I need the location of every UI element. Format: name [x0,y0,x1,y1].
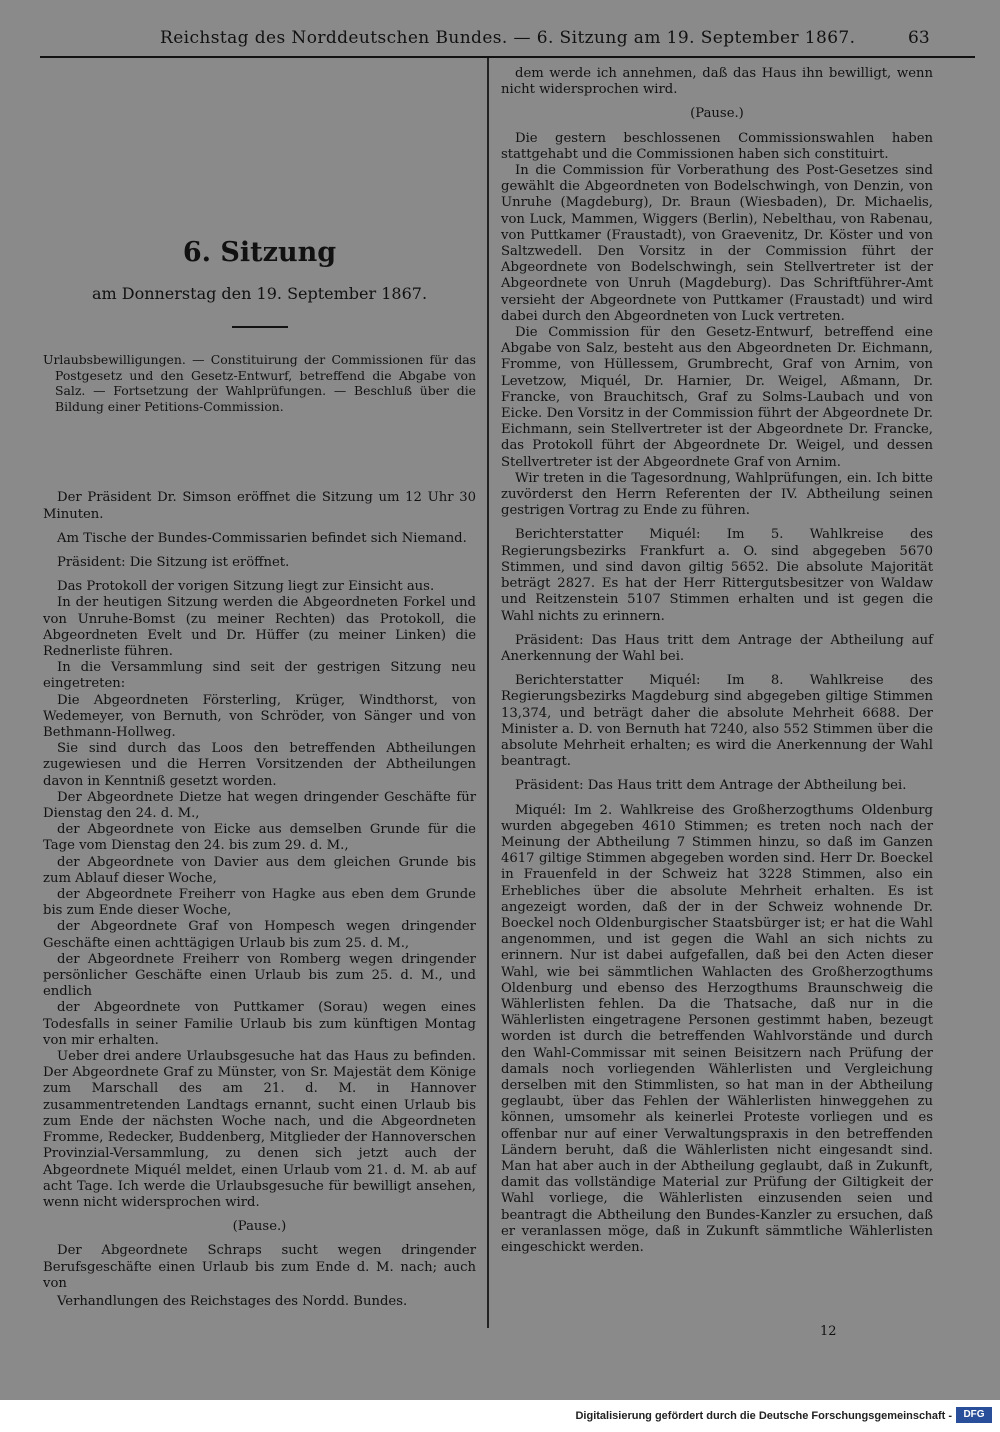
paragraph: Präsident: Das Haus tritt dem Antrage der Abtheilung bei. [515,778,907,794]
paragraph: Berichterstatter Miquél: Im 8. Wahlkreise des Regierungsbezirks Magdeburg sind abgegeben giltige Stimmen 13,374, und beträgt daher die absolute Mehrheit 6688. Der Minister a. D. von Bernuth hat 7240, also 552 Stimmen über die absolute Mehrheit erhalten; es wird die Anerkennung der Wahl beantragt. [501,673,933,770]
paragraph: Der Abgeordnete Schraps sucht wegen dringender Berufsgeschäfte einen Urlaub bis zum Ende d. M. nach; auch von [43,1243,476,1291]
paragraph: der Abgeordnete Freiherr von Hagke aus eben dem Grunde bis zum Ende dieser Woche, [43,887,476,919]
header-rule [40,56,975,58]
pause-note: (Pause.) [690,106,744,122]
paragraph: Sie sind durch das Loos den betreffenden Abtheilungen zugewiesen und die Herren Vorsitzenden der Abtheilungen davon in Kenntniß gesetzt worden. [43,741,476,789]
paragraph: der Abgeordnete von Puttkamer (Sorau) wegen eines Todesfalls in seiner Familie Urlaub bis zum künftigen Montag von mir erhalten. [43,1000,476,1048]
paragraph: Die Commission für den Gesetz-Entwurf, betreffend eine Abgabe von Salz, besteht aus den Abgeordneten Dr. Eichmann, Fromme, von Hüllessem, Grumbrecht, Graf von Arnim, von Levetzow, Miquél, Dr. Harnier, Dr. Weigel, Aßmann, Dr. Francke, von Brauchitsch, Graf zu Solms-Laubach und von Eicke. Den Vorsitz in der Commission führt der Abgeordnete Dr. Eichmann, sein Stellvertreter ist der Abgeordnete Dr. Francke, das Protokoll führt der Abgeordnete Dr. Weigel, und dessen Stellvertreter ist der Abgeordnete Graf von Arnim. [501,325,933,470]
session-title: 6. Sitzung [182,237,337,268]
left-column [43,66,476,1310]
paragraph: der Abgeordnete von Eicke aus demselben Grunde für die Tage vom Dienstag den 24. bis zum 29. d. M., [43,822,476,854]
paragraph: In die Versammlung sind seit der gestrigen Sitzung neu eingetreten: [43,660,476,692]
page-number: 63 [908,28,930,48]
paragraph: Die Abgeordneten Försterling, Krüger, Windthorst, von Wedemeyer, von Bernuth, von Schröder, von Sänger und von Bethmann-Hollweg. [43,692,476,741]
running-title: Reichstag des Norddeutschen Bundes. — 6. Sitzung am 19. September 1867. [160,28,856,48]
paragraph: Präsident: Das Haus tritt dem Antrage der Abtheilung auf Anerkennung der Wahl bei. [501,632,933,664]
left-footer-line: Verhandlungen des Reichstages des Nordd. Bundes. [57,1293,408,1309]
paragraph: Am Tische der Bundes-Commissarien befindet sich Niemand. [57,530,467,546]
paragraph: der Abgeordnete von Davier aus dem gleichen Grunde bis zum Ablauf dieser Woche, [43,854,476,886]
paragraph: Ueber drei andere Urlaubsgesuche hat das Haus zu befinden. Der Abgeordnete Graf zu Münster, von Sr. Majestät dem Könige zum Marschall des am 21. d. M. in Hannover zusammentretenden Landtags ernannt, sucht einen Urlaub bis zum Ende der nächsten Woche nach, und die Abgeordneten Fromme, Redecker, Buddenberg, Mitglieder der Hannoverschen Provinzial-Versammlung, zu denen sich jetzt auch der Abgeordnete Miquél meldet, einen Urlaub vom 21. d. M. ab auf acht Tage. Ich werde die Urlaubsgesuche für bewilligt ansehen, wenn nicht widersprochen wird. [43,1049,476,1210]
footer-bar [0,1400,1000,1432]
right-column [501,66,933,1256]
paragraph: der Abgeordnete Freiherr von Romberg wegen dringender persönlicher Geschäfte einen Urlaub bis zum 25. d. M., und endlich [43,951,476,1000]
left-column-top-space [43,66,476,236]
session-summary: Urlaubsbewilligungen. — Constituirung der Commissionen für das Postgesetz und den Gesetz-Entwurf, betreffend die Abgabe von Salz. — Fortsetzung der Wahlprüfungen. — Beschluß über die Bildung einer Petitions-Commission. [43,352,476,414]
paragraph: Das Protokoll der vorigen Sitzung liegt zur Einsicht aus. [57,579,435,595]
dfg-logo-icon[interactable]: DFG [956,1407,992,1423]
title-rule [232,326,288,328]
paragraph: Die gestern beschlossenen Commissionswahlen haben stattgehabt und die Commissionen haben sich constituirt. [501,130,933,162]
paragraph: In die Commission für Vorberathung des Post-Gesetzes sind gewählt die Abgeordneten von Bodelschwingh, von Denzin, von Unruhe (Magdeburg), Dr. Braun (Wiesbaden), Dr. Michaelis, von Luck, Mammen, Wiggers (Berlin), Nebelthau, von Rabenau, von Puttkamer (Fraustadt), von Graevenitz, Dr. Köster und von Saltzwedell. Den Vorsitz in der Commission führt der Abgeordnete von Bodelschwingh, sein Stellvertreter ist der Abgeordnete von Unruh (Magdeburg). Das Schriftführer-Amt versieht der Abgeordnete von Puttkamer (Fraustadt) und wird dabei durch den Abgeordneten von Luck vertreten. [501,163,933,324]
paragraph: der Abgeordnete Graf von Hompesch wegen dringender Geschäfte einen achttägigen Urlaub bis zum 25. d. M., [43,919,476,951]
pause-note: (Pause.) [232,1219,287,1235]
paragraph: Präsident: Die Sitzung ist eröffnet. [57,554,290,570]
paragraph: Wir treten in die Tagesordnung, Wahlprüfungen, ein. Ich bitte zuvörderst den Herrn Referenten der IV. Abtheilung seinen gestrigen Vortrag zu Ende zu führen. [501,470,933,519]
signature-mark: 12 [820,1324,837,1339]
paragraph: Der Präsident Dr. Simson eröffnet die Sitzung um 12 Uhr 30 Minuten. [43,490,476,522]
dfg-credit: Digitalisierung gefördert durch die Deutsche Forschungsgemeinschaft - [575,1410,952,1422]
paragraph: Miquél: Im 2. Wahlkreise des Großherzogthums Oldenburg wurden abgegeben 4610 Stimmen; es treten noch nach der Meinung der Abtheilung 7 Stimmen hinzu, so daß im Ganzen 4617 giltige Stimmen abgegeben worden sind. Herr Dr. Boeckel in Frauenfeld in der Schweiz hat 3228 Stimmen, also ein Erhebliches über die absolute Mehrheit erhalten. Es ist angezeigt worden, daß der in der Schweiz wohnende Dr. Boeckel noch Oldenburgischer Staatsbürger ist; er hat die Wahl angenommen, und ist gegen die Wahl an sich nichts zu erinnern. Nur ist dabei aufgefallen, daß bei den Acten dieser Wahl, wie bei sämmtlichen Wahlacten des Großherzogthums Oldenburg und ebenso des Herzogthums Braunschweig die Wählerlisten fehlen. Da die Thatsache, daß nur in die Wählerlisten eingetragene Personen gestimmt haben, bezeugt worden ist durch die betreffenden Wahlvorstände und durch den Wahl-Commissar mit seinen Beisitzern nach Prüfung der damals noch vorliegenden Wählerlisten und Vergleichung derselben mit den Stimmlisten, so hat man in der Abtheilung geglaubt, über das Fehlen der Wählerlisten hinweggehen zu können, umsomehr als keinerlei Proteste vorliegen und es offenbar nur auf einer Verwaltungspraxis in den betreffenden Ländern beruht, daß die Wählerlisten nicht eingesandt sind. Man hat aber auch in der Abtheilung geglaubt, daß in Zukunft, damit das vollständige Material zur Prüfung der Giltigkeit der Wahl vorliege, die Wählerlisten einzusenden seien und beantragt die Abtheilung den Bundes-Kanzler zu ersuchen, daß er veranlassen möge, daß in Zukunft sämmtliche Wählerlisten eingeschickt werden. [501,802,933,1256]
paragraph: Der Abgeordnete Dietze hat wegen dringender Geschäfte für Dienstag den 24. d. M., [43,789,476,822]
session-subtitle: am Donnerstag den 19. September 1867. [91,284,428,303]
paragraph: Berichterstatter Miquél: Im 5. Wahlkreise des Regierungsbezirks Frankfurt a. O. sind abgegeben 5670 Stimmen, und sind davon giltig 5652. Die absolute Majorität beträgt 2827. Es hat der Herr Rittergutsbesitzer von Waldaw und Reitzenstein 5107 Stimmen erhalten und ist gegen die Wahl nichts zu erinnern. [501,527,933,624]
paragraph: In der heutigen Sitzung werden die Abgeordneten Forkel und von Unruhe-Bomst (zu meiner Rechten) das Protokoll, die Abgeordneten Evelt und Dr. Hüffer (zu meiner Linken) die Rednerliste führen. [43,595,476,659]
column-rule [487,58,489,1328]
running-head [0,0,1000,48]
paragraph: dem werde ich annehmen, daß das Haus ihn bewilligt, wenn nicht widersprochen wird. [501,66,933,98]
